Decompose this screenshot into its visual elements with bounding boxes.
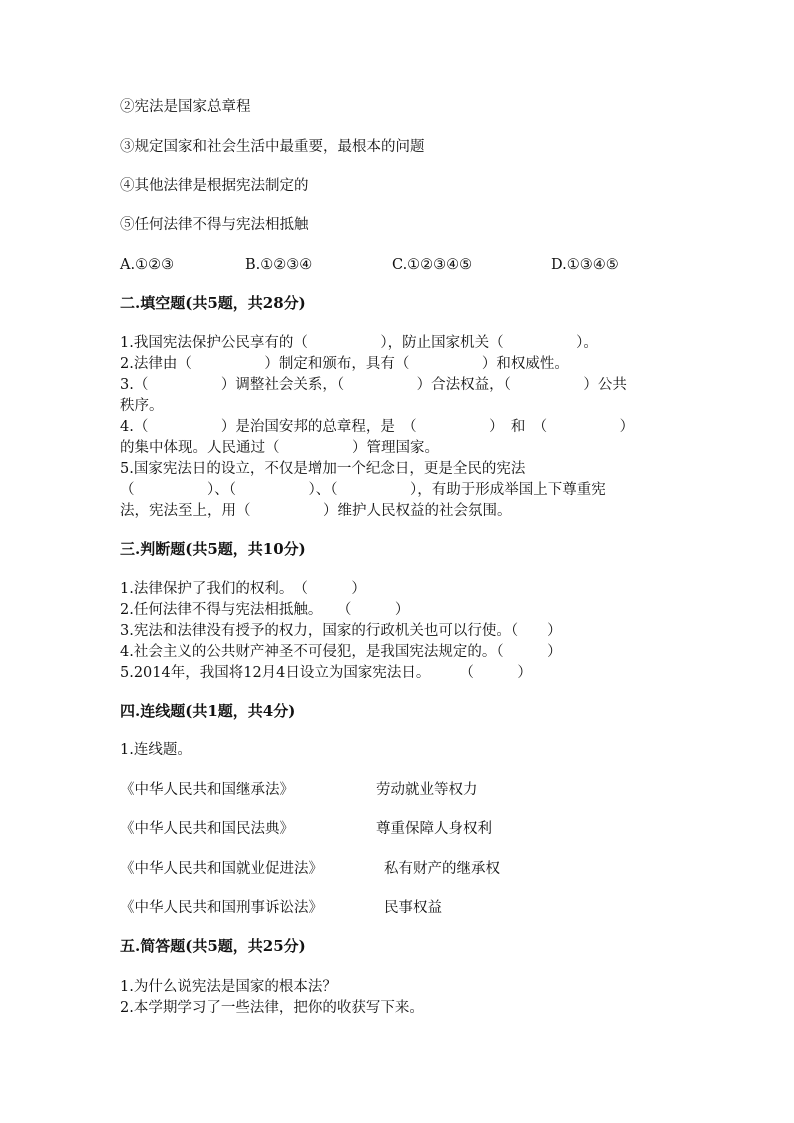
matching-left-item: 《中华人民共和国就业促进法》 bbox=[120, 861, 323, 877]
choice-statement: ⑤任何法律不得与宪法相抵触 bbox=[120, 217, 309, 233]
true-false-line: 2.任何法律不得与宪法相抵触。 （ ） bbox=[120, 602, 410, 618]
section-heading-true-false: 三.判断题(共5题，共10分) bbox=[120, 540, 306, 558]
matching-left-item: 《中华人民共和国继承法》 bbox=[120, 782, 294, 798]
true-false-line: 3.宪法和法律没有授予的权力，国家的行政机关也可以行使。（ ） bbox=[120, 623, 562, 639]
short-answer-question: 2.本学期学习了一些法律，把你的收获写下来。 bbox=[120, 1000, 424, 1016]
matching-right-item: 尊重保障人身权利 bbox=[376, 821, 492, 837]
true-false-line: 1.法律保护了我们的权利。 （ ） bbox=[120, 581, 366, 597]
matching-right-item: 劳动就业等权力 bbox=[376, 782, 478, 798]
option-a: A.①②③ bbox=[120, 257, 175, 273]
matching-right-item: 私有财产的继承权 bbox=[384, 861, 500, 877]
choice-statement: ④其他法律是根据宪法制定的 bbox=[120, 178, 309, 194]
section-heading-matching: 四.连线题(共1题，共4分) bbox=[120, 702, 296, 720]
fill-blank-line: 3.（ ）调整社会关系，（ ）合法权益，（ ）公共 bbox=[120, 377, 627, 393]
matching-left-item: 《中华人民共和国刑事诉讼法》 bbox=[120, 900, 323, 916]
fill-blank-line: 5.国家宪法日的设立，不仅是增加一个纪念日，更是全民的宪法 bbox=[120, 461, 526, 477]
section-heading-fill-blank: 二.填空题(共5题，共28分) bbox=[120, 294, 306, 312]
matching-left-item: 《中华人民共和国民法典》 bbox=[120, 821, 294, 837]
matching-question: 1.连线题。 bbox=[120, 742, 192, 758]
fill-blank-line: 法，宪法至上，用（ ）维护人民权益的社会氛围。 bbox=[120, 503, 512, 519]
fill-blank-line: 2.法律由（ ）制定和颁布，具有（ ）和权威性。 bbox=[120, 356, 569, 372]
fill-blank-line: 4.（ ）是治国安邦的总章程，是 （ ） 和 （ ） bbox=[120, 419, 635, 435]
fill-blank-line: （ ）、（ ）、（ ），有助于形成举国上下尊重宪 bbox=[120, 482, 606, 498]
option-c: C.①②③④⑤ bbox=[392, 257, 473, 273]
option-d: D.①③④⑤ bbox=[551, 257, 619, 273]
true-false-line: 5.2014年，我国将12月4日设立为国家宪法日。 （ ） bbox=[120, 665, 532, 681]
fill-blank-line: 的集中体现。人民通过（ ）管理国家。 bbox=[120, 440, 439, 456]
true-false-line: 4.社会主义的公共财产神圣不可侵犯，是我国宪法规定的。（ ） bbox=[120, 644, 562, 660]
matching-right-item: 民事权益 bbox=[384, 900, 442, 916]
choice-statement: ②宪法是国家总章程 bbox=[120, 99, 251, 115]
fill-blank-line: 秩序。 bbox=[120, 398, 164, 414]
fill-blank-line: 1.我国宪法保护公民享有的（ ），防止国家机关（ ）。 bbox=[120, 335, 598, 351]
short-answer-question: 1.为什么说宪法是国家的根本法？ bbox=[120, 979, 337, 995]
section-heading-short-answer: 五.简答题(共5题，共25分) bbox=[120, 937, 306, 955]
choice-statement: ③规定国家和社会生活中最重要，最根本的问题 bbox=[120, 139, 425, 155]
option-b: B.①②③④ bbox=[245, 257, 313, 273]
